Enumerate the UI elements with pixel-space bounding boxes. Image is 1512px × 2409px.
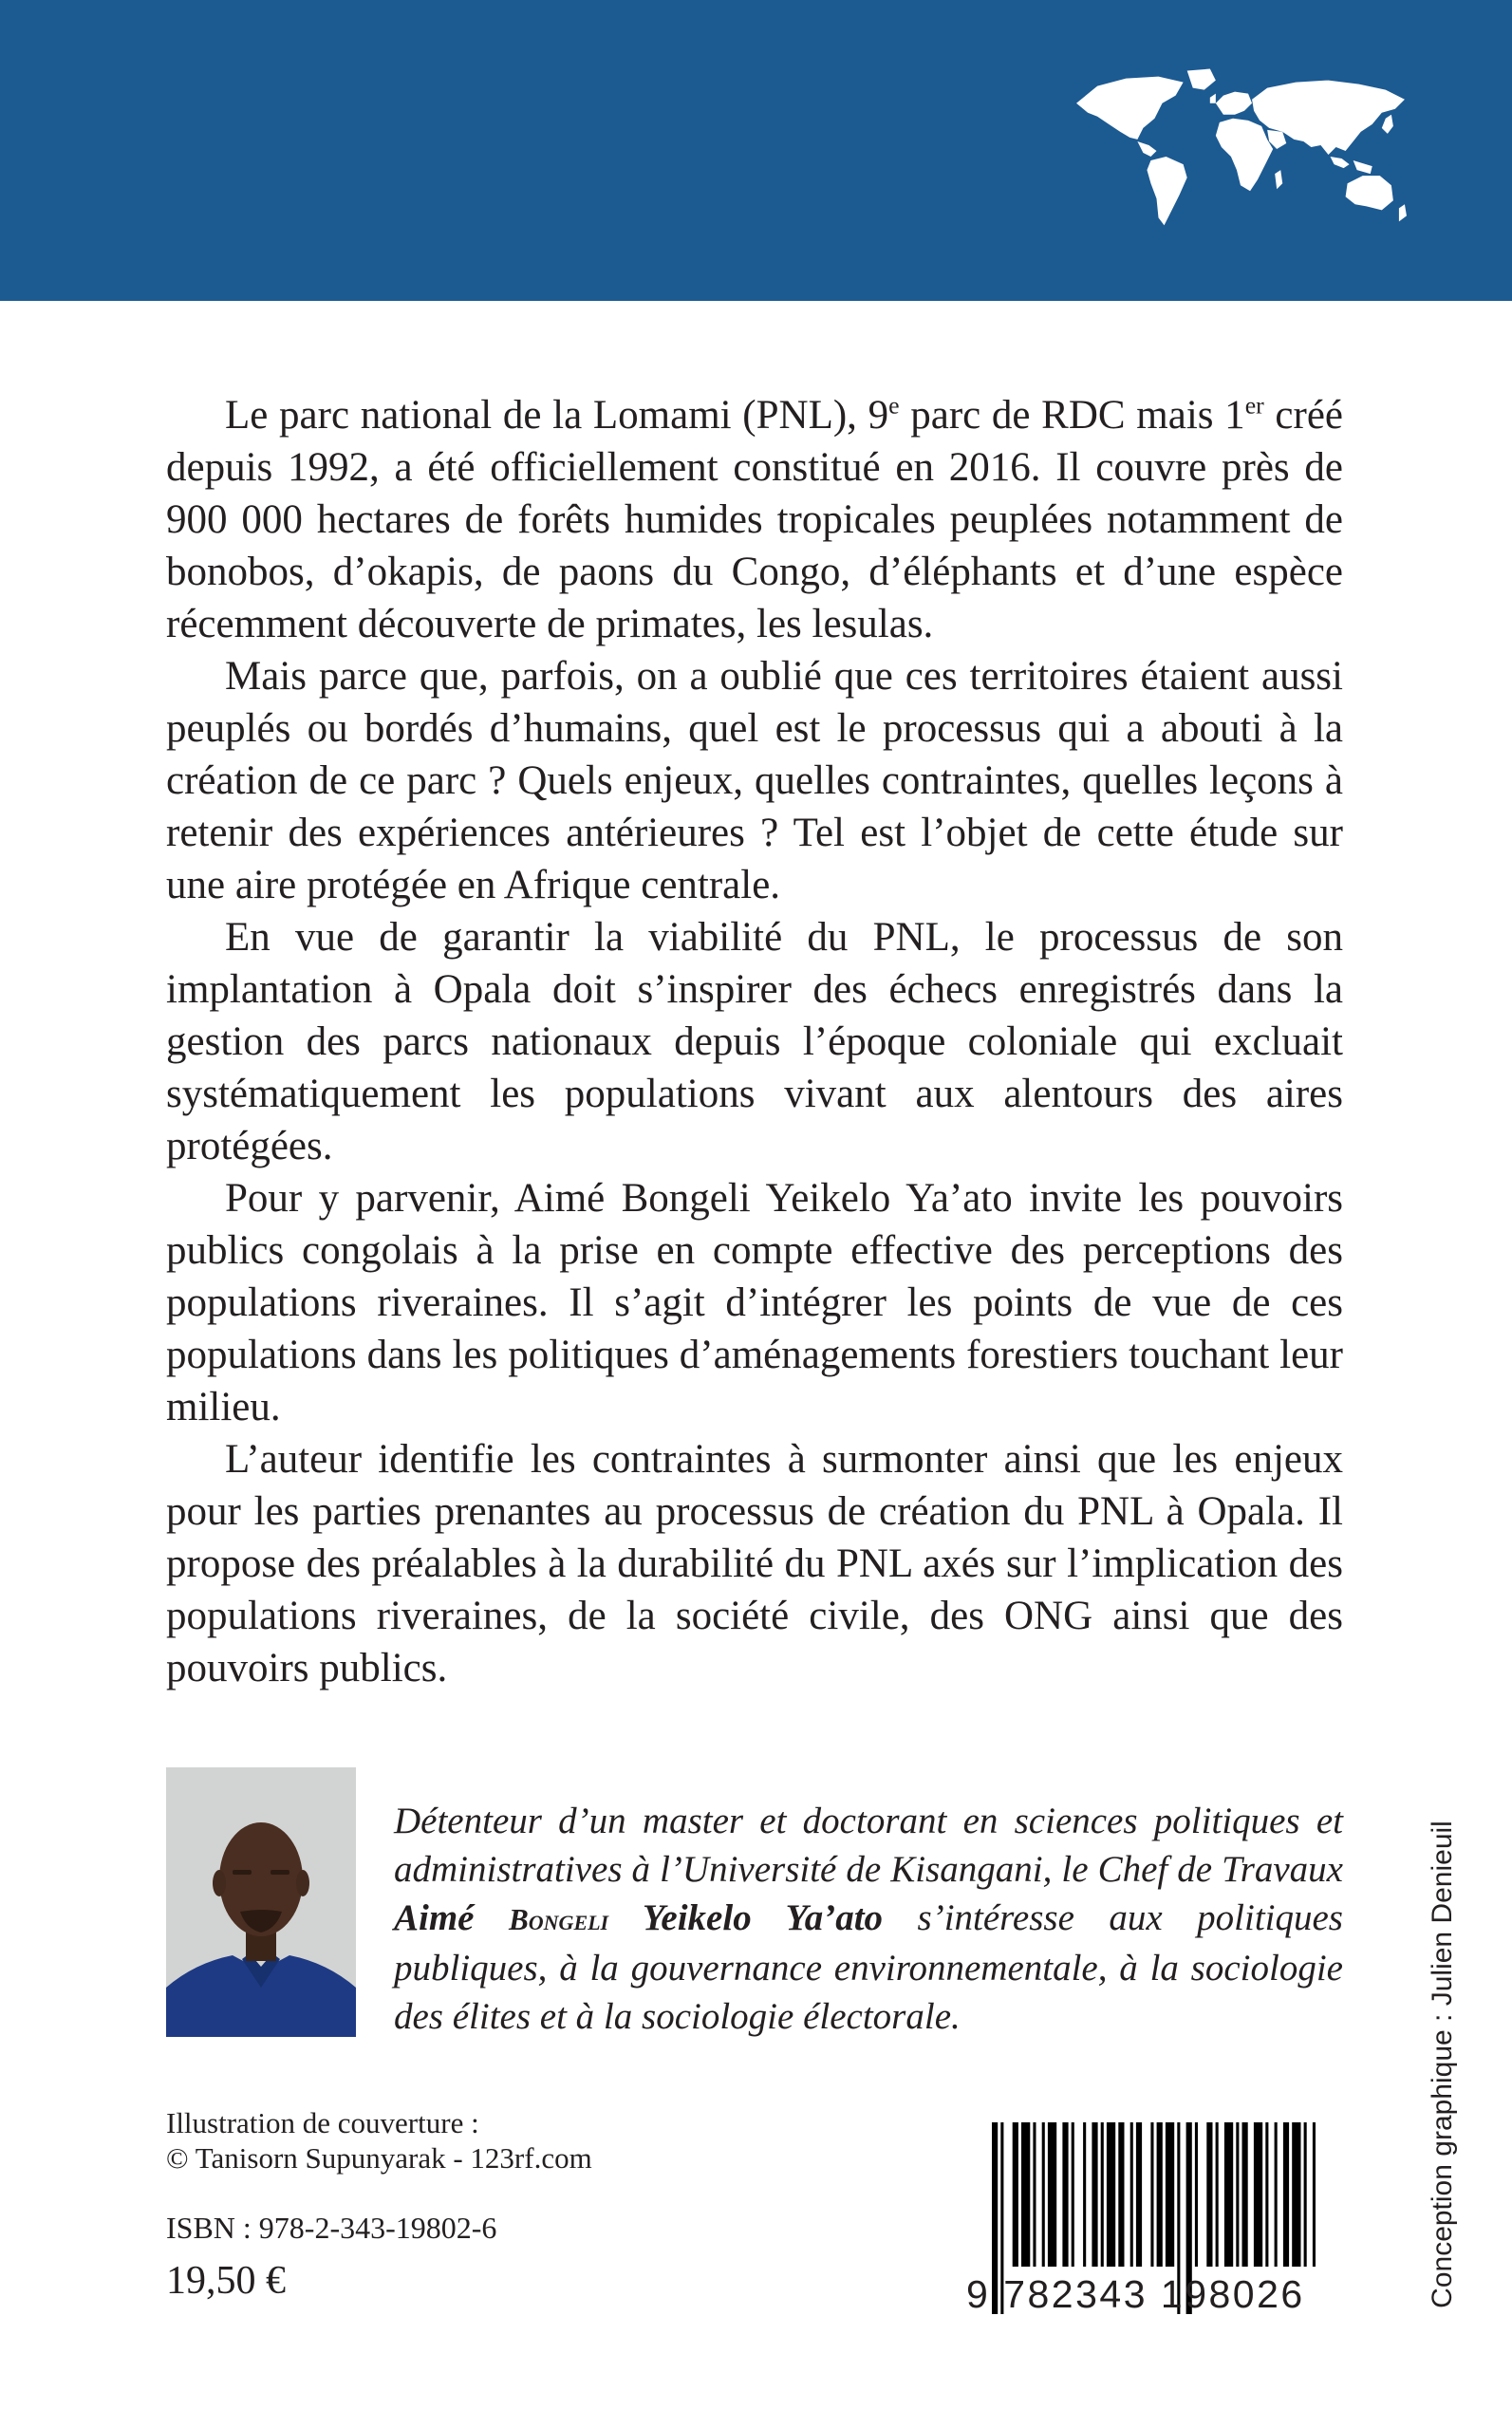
isbn: ISBN : 978-2-343-19802-6 [166,2211,497,2245]
barcode-bar [1118,2122,1124,2267]
blurb-paragraph: L’auteur identifie les contraintes à surmonter ainsi que les enjeux pour les parties prenantes au processus de création du PNL à Opala. Il propose des préalables à la durabilité du PNL axés sur l’implication des populations riveraines, de la société civile, des ONG ainsi que des pouvoirs publics. [166,1437,1343,1690]
credit-source: © Tanisorn Supunyarak - 123rf.com [166,2141,592,2175]
barcode-bar [1092,2122,1097,2267]
barcode-number: 9 782343 198026 [966,2272,1305,2316]
author-photo [166,1767,356,2037]
barcode-bar [1107,2122,1115,2267]
top-band [0,0,1512,301]
barcode-bar [1265,2122,1268,2267]
world-map-icon [1071,65,1414,237]
barcode-bar [1062,2122,1068,2267]
blurb-paragraph: Le parc national de la Lomami (PNL), 9e parc de RDC mais 1er créé depuis 1992, a été officiellement constitué en 2016. Il couvre près de 900 000 hectares de forêts humides tropicales peuplées notamment de bonobos, d’okapis, de paons du Congo, d’éléphants et d’une espèce récemment découverte de primates, les lesulas. [166,391,1343,646]
barcode-bar [1021,2122,1030,2267]
author-bio: Détenteur d’un master et doctorant en sciences politiques et administratives à l’Université de Kisangani, le Chef de Travaux Aimé Bongeli Yeikelo Ya’ato s’intéresse aux politiques publiques, à la gouvernance environnementale, à la sociologie des élites et à la sociologie électorale. [394,1801,1343,2037]
barcode-bar [1048,2122,1056,2267]
blurb-paragraph: Mais parce que, parfois, on a oublié que ces territoires étaient aussi peuplés ou bordés d’humains, quel est le processus qui a abouti à la création de ce parc ? Quels enjeux, quelles contraintes, quelles leçons à retenir des expériences antérieures ? Tel est l’objet de cette étude sur une aire protégée en Afrique centrale. [166,654,1343,907]
barcode-bar [1195,2122,1198,2267]
barcode-bar [1206,2122,1212,2267]
barcode-bar [1224,2122,1233,2267]
barcode-bar [1216,2122,1219,2267]
barcode-bar [1254,2122,1262,2267]
barcode-bar [1166,2122,1174,2267]
graphic-design-credit: Conception graphique : Julien Denieuil [1427,1821,1458,2308]
blurb-paragraph: En vue de garantir la viabilité du PNL, le processus de son implantation à Opala doit s’inspirer des échecs enregistrés dans la gestion des parcs nationaux depuis l’époque coloniale qui excluait systématiquement les populations vivant aux alentours des aires protégées. [166,915,1343,1168]
barcode-bar [1292,2122,1300,2267]
barcode-bar [1283,2122,1289,2267]
back-cover-blurb [166,389,1343,1694]
cover-illustration-credit [166,2105,592,2176]
barcode-bar [1130,2122,1133,2267]
price: 19,50 € [166,2259,286,2303]
barcode-bar [1136,2122,1142,2267]
barcode-bar [1042,2122,1045,2267]
barcode-bar [1083,2122,1086,2267]
blurb-paragraph: Pour y parvenir, Aimé Bongeli Yeikelo Ya’ato invite les pouvoirs publics congolais à la prise en compte effective des perceptions des populations riveraines. Il s’agit d’intégrer les points de vue de ces populations dans les politiques d’aménagements forestiers touchant leur milieu. [166,1176,1343,1429]
barcode-bar [1304,2122,1307,2267]
credit-label: Illustration de couverture : [166,2106,479,2139]
barcode-bar [1242,2122,1248,2267]
barcode-bar [1013,2122,1018,2267]
barcode-bar [1150,2122,1153,2267]
author-name: Aimé Bongeli Yeikelo Ya’ato [394,1897,884,1938]
barcode-bar [1313,2122,1316,2267]
barcode-bar [1101,2122,1104,2267]
barcode-bar [1236,2122,1239,2267]
barcode-bar [1072,2122,1074,2267]
barcode-bar [1275,2122,1278,2267]
barcode-bar [1157,2122,1163,2267]
barcode-bar [1033,2122,1036,2267]
